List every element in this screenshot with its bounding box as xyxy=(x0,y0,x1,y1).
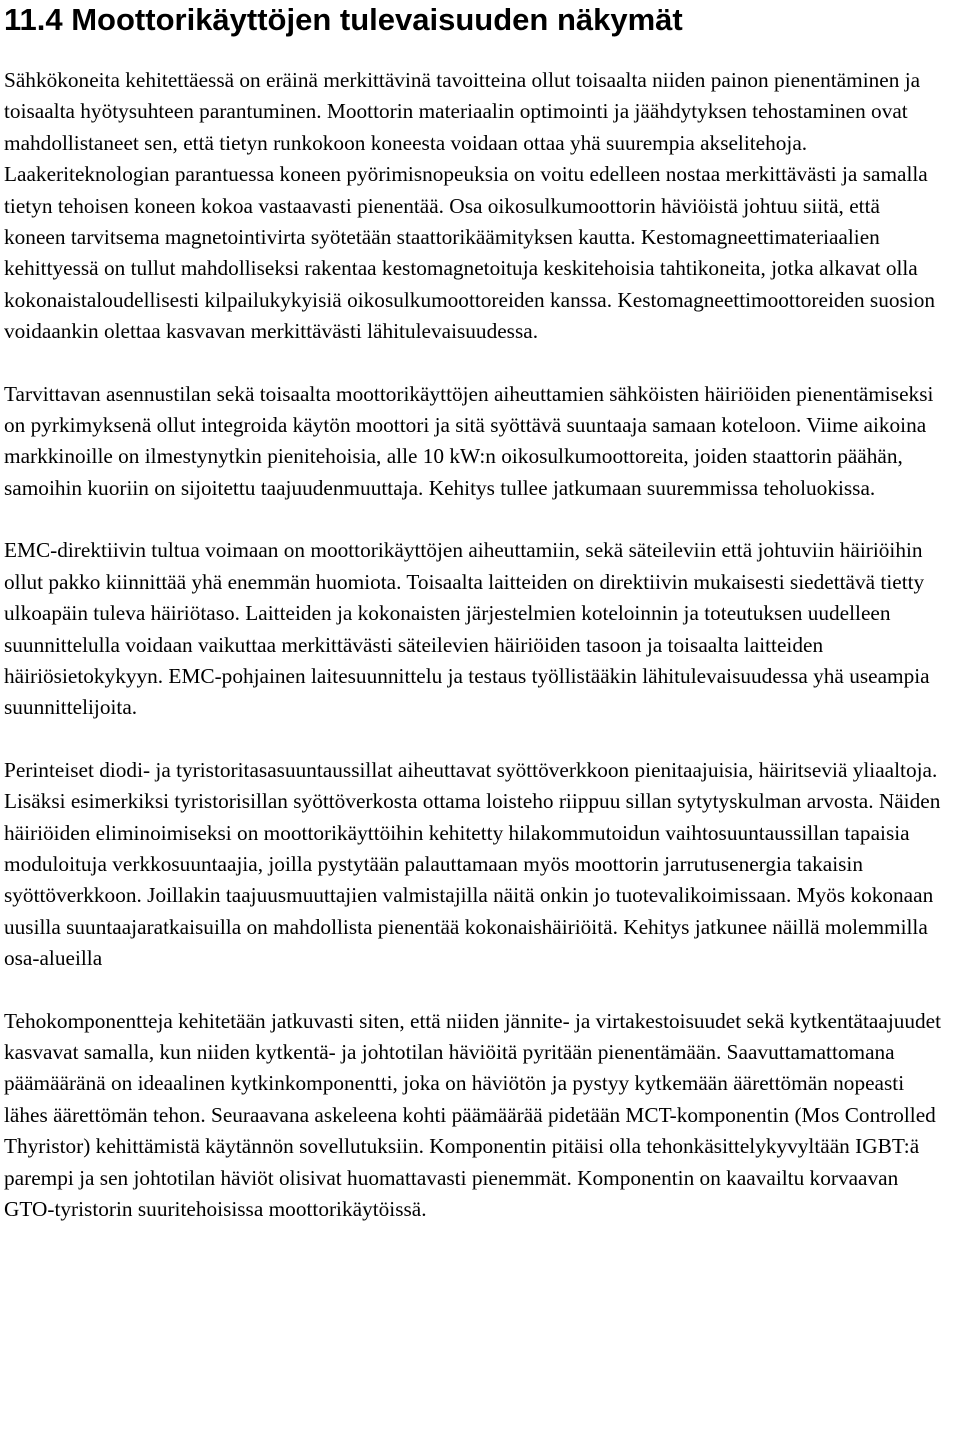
paragraph-harmonics: Perinteiset diodi- ja tyristoritasasuuntaussillat aiheuttavat syöttöverkkoon pienitaajuisia, häiritseviä yliaaltoja. Lisäksi esimerkiksi tyristorisillan syöttöverkosta ottama loisteho riippuu sillan sytytyskulman arvosta. Näiden häiriöiden eliminoimiseksi on moottorikäyttöihin kehitetty hilakommutoidun vaihtosuuntaussillan tapaisia moduloituja verkkosuuntaajia, joilla pystytään palauttamaan myös moottorin jarrutusenergia takaisin syöttöverkkoon. Joillakin taajuusmuuttajien valmistajilla näitä onkin jo tuotevalikoimissaan. Myös kokonaan uusilla suuntaajaratkaisuilla on mahdollista pienentää kokonaishäiriöitä. Kehitys jatkunee näillä molemmilla osa-alueilla xyxy=(4,757,941,971)
paragraph-weight-efficiency: Sähkökoneita kehitettäessä on eräinä merkittävinä tavoitteina ollut toisaalta niiden painon pienentäminen ja toisaalta hyötysuhteen parantuminen. Moottorin materiaalin optimointi ja jäähdytyksen tehostaminen ovat mahdollistaneet sen, että tietyn runkokoon koneesta voidaan ottaa yhä suurempia akselitehoja. Laakeriteknologian parantuessa koneen pyörimisnopeuksia on voitu edelleen nostaa merkittävästi ja samalla tietyn tehoisen koneen kokoa vastaavasti pienentää. Osa oikosulkumoottorin häviöistä johtuu siitä, että koneen tarvitsema magnetointivirta syötetään staattorikäämityksen kautta. Kestomagneettimateriaalien kehittyessä on tullut mahdolliseksi rakentaa kestomagnetoituja keskitehoisia tahtikoneita, jotka alkavat olla kokonaistaloudellisesti kilpailukykyisiä oikosulkumoottoreiden kanssa. Kestomagneettimoottoreiden suosion voidaankin olettaa kasvavan merkittävästi lähitulevaisuudessa. xyxy=(4,68,936,344)
section-title: 11.4 Moottorikäyttöjen tulevaisuuden näkymät xyxy=(4,2,683,37)
paragraph-integrated-drive: Tarvittavan asennustilan sekä toisaalta moottorikäyttöjen aiheuttamien sähköisten häiriöiden pienentämiseksi on pyrkimyksenä ollut integroida käytön moottori ja sitä syöttävä suuntaaja samaan koteloon. Viime aikoina markkinoille on ilmestynytkin pienitehoisia, alle 10 kW:n oikosulkumoottoreita, joiden staattorin päähän, samoihin kuoriin on sijoitettu taajuudenmuuttaja. Kehitys tullee jatkumaan suuremmissa teholuokissa. xyxy=(4,381,934,500)
paragraph-emc-directive: EMC-direktiivin tultua voimaan on moottorikäyttöjen aiheuttamiin, sekä säteileviin että johtuviin häiriöihin ollut pakko kiinnittää yhä enemmän huomiota. Toisaalta laitteiden on direktiivin mukaisesti siedettävä tietty ulkoapäin tuleva häiriötaso. Laitteiden ja kokonaisten järjestelmien koteloinnin ja toteutuksen uudelleen suunnittelulla voidaan vaikuttaa merkittävästi säteilevien häiriöiden tasoon ja toisaalta laitteiden häiriösietokykyyn. EMC-pohjainen laitesuunnittelu ja testaus työllistääkin lähitulevaisuudessa yhä useampia suunnittelijoita. xyxy=(4,538,930,720)
paragraph-power-components: Tehokomponentteja kehitetään jatkuvasti siten, että niiden jännite- ja virtakestoisuudet sekä kytkentätaajuudet kasvavat samalla, kun niiden kytkentä- ja johtotilan häviöitä pyritään pienentämään. Saavuttamattomana päämääränä on ideaalinen kytkinkomponentti, joka on häviötön ja pystyy kytkemään äärettömän nopeasti lähes äärettömän tehon. Seuraavana askeleena kohti päämäärää pidetään MCT-komponentin (Mos Controlled Thyristor) kehittämistä käytännön sovellutuksiin. Komponentin pitäisi olla tehonkäsittelykyvyltään IGBT:ä parempi ja sen johtotilan häviöt olisivat huomattavasti pienemmät. Komponentin on kaavailtu korvaavan GTO-tyristorin suuritehoisissa moottorikäytöissä. xyxy=(4,1008,942,1221)
